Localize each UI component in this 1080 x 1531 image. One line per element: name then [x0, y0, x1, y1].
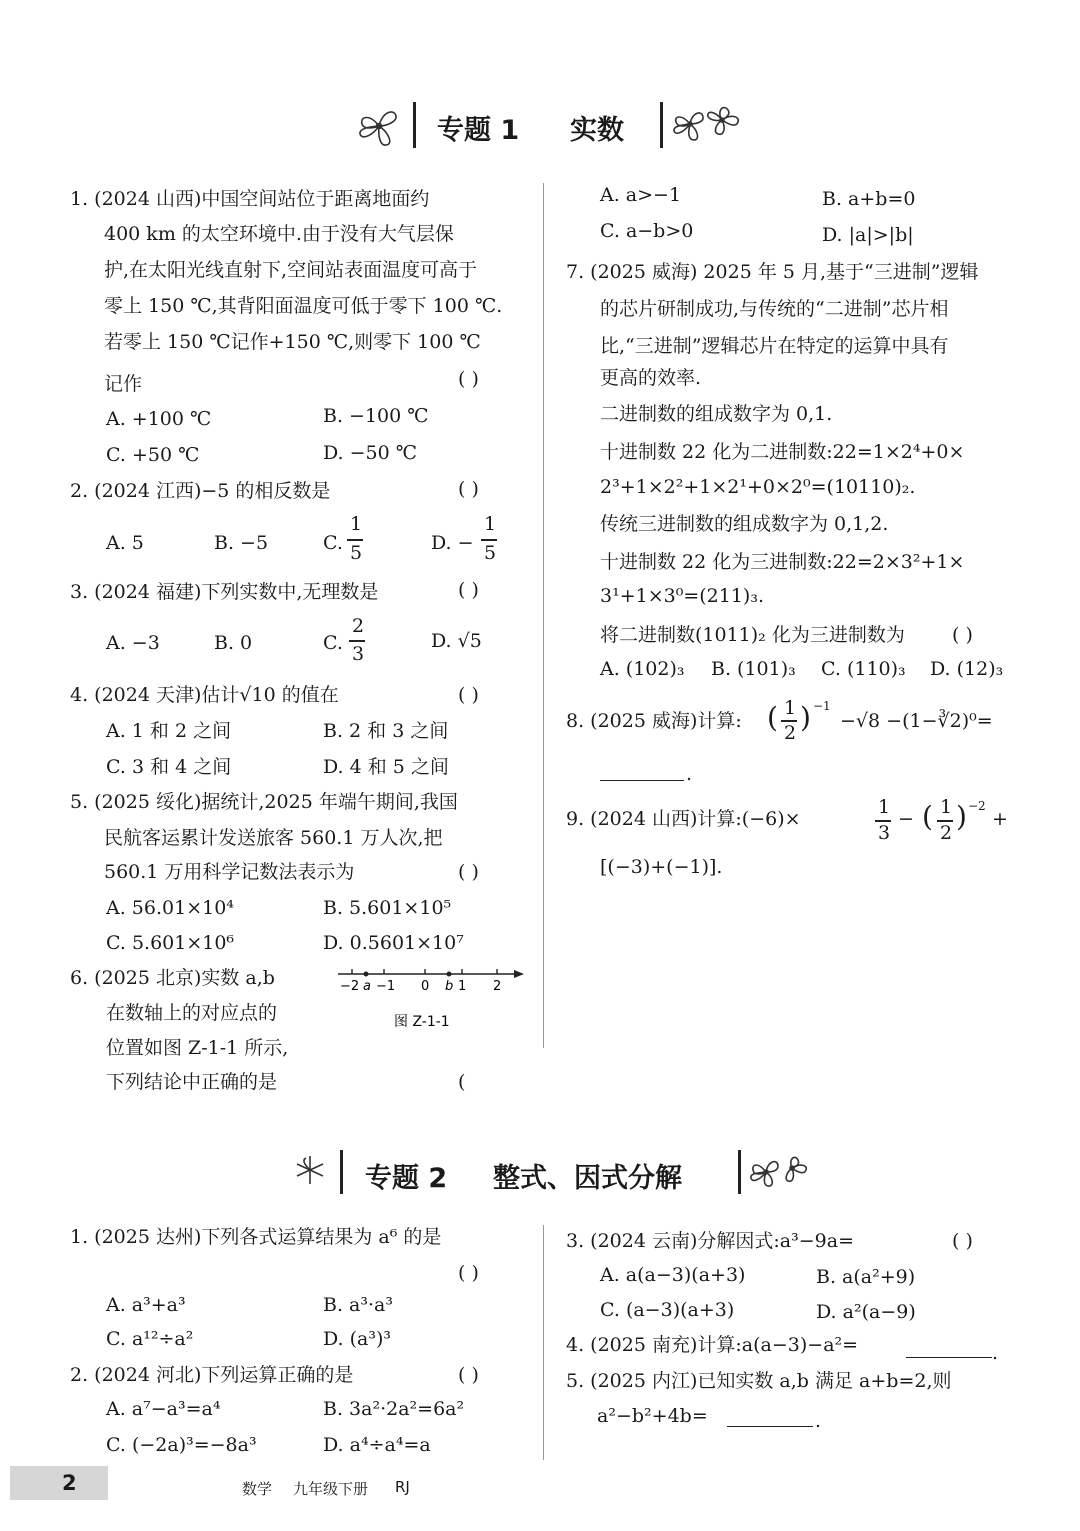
- fraction-numerator: 1: [484, 513, 497, 535]
- answer-bracket[interactable]: ( ): [458, 579, 479, 601]
- title-divider: [660, 102, 663, 148]
- fraction-numerator: 2: [352, 615, 365, 637]
- fraction-bar: [481, 539, 497, 541]
- question-9: 9. (2024 山西)计算:(−6)×: [566, 808, 801, 830]
- option-c[interactable]: C. 5.601×10⁶: [106, 932, 235, 954]
- answer-bracket[interactable]: ( ): [952, 1230, 973, 1252]
- question-7-line-8: 传统三进制数的组成数字为 0,1,2.: [600, 513, 889, 535]
- question-7-line-3: 比,“三进制”逻辑芯片在特定的运算中具有: [600, 335, 949, 357]
- option-c[interactable]: C. 3 和 4 之间: [106, 756, 232, 778]
- option-b[interactable]: B. a³·a³: [323, 1294, 393, 1316]
- plus-sign: +: [992, 808, 1008, 830]
- question-7-line-1: 7. (2025 威海) 2025 年 5 月,基于“三进制”逻辑: [566, 261, 979, 283]
- answer-bracket[interactable]: ( ): [458, 368, 479, 390]
- question-8: 8. (2025 威海)计算:: [566, 710, 742, 732]
- option-d[interactable]: D. (a³)³: [323, 1328, 392, 1350]
- page-number: 2: [62, 1471, 77, 1495]
- tick-label-a: a: [363, 979, 371, 994]
- title-divider: [340, 1150, 343, 1194]
- option-a[interactable]: A. a⁷−a³=a⁴: [106, 1398, 221, 1420]
- answer-blank[interactable]: [600, 780, 684, 781]
- footer-subject: 数学: [242, 1480, 273, 1498]
- answer-bracket[interactable]: (: [458, 1071, 466, 1093]
- question-1-line-3: 护,在太阳光线直射下,空间站表面温度可高于: [104, 259, 478, 281]
- question-6-line-3: 位置如图 Z-1-1 所示,: [106, 1037, 289, 1059]
- arrow-head: [514, 970, 524, 978]
- topic2-title-name: 整式、因式分解: [493, 1163, 682, 1194]
- period: .: [815, 1410, 822, 1432]
- answer-bracket[interactable]: ( ): [458, 1262, 479, 1284]
- answer-blank[interactable]: [906, 1357, 992, 1358]
- option-b[interactable]: B. a+b=0: [822, 188, 916, 210]
- topic1-title-name: 实数: [570, 115, 624, 146]
- question-8-expression: −√8 −(1−∛2)⁰=: [840, 710, 993, 732]
- fraction-numerator: 1: [350, 513, 363, 535]
- option-c[interactable]: C. a¹²÷a²: [106, 1328, 194, 1350]
- option-b[interactable]: B. −100 ℃: [323, 405, 429, 427]
- exponent: −1: [813, 699, 831, 713]
- question-1-line-6: 记作: [104, 373, 143, 395]
- option-b[interactable]: B. 2 和 3 之间: [323, 720, 449, 742]
- paren-open: (: [922, 800, 933, 833]
- question-7-line-11: 将二进制数(1011)₂ 化为三进制数为: [600, 624, 905, 646]
- option-c[interactable]: C. +50 ℃: [106, 444, 200, 466]
- paren-open: (: [767, 701, 778, 734]
- fraction-denominator: 2: [784, 722, 797, 744]
- option-b[interactable]: B. −5: [214, 532, 269, 554]
- tick-label-b: b: [445, 979, 454, 994]
- option-d[interactable]: D. a⁴÷a⁴=a: [323, 1434, 431, 1456]
- tick-label: 1: [458, 979, 467, 994]
- answer-bracket[interactable]: ( ): [458, 861, 479, 883]
- option-b[interactable]: B. (101)₃: [711, 658, 796, 680]
- topic1-title-number: 专题 1: [437, 115, 520, 146]
- question-7-line-7: 2³+1×2²+1×2¹+0×2⁰=(10110)₂.: [600, 476, 916, 498]
- paren-close: ): [800, 701, 811, 734]
- t2-question-4: 4. (2025 南充)计算:a(a−3)−a²=: [566, 1334, 859, 1356]
- fraction-bar: [349, 640, 365, 642]
- page-number-box: [10, 1466, 108, 1500]
- option-c[interactable]: C. (−2a)³=−8a³: [106, 1434, 257, 1456]
- t2-question-5-line-2: a²−b²+4b=: [597, 1405, 708, 1427]
- option-b[interactable]: B. 0: [214, 632, 253, 654]
- option-d[interactable]: D. √5: [431, 630, 482, 652]
- option-a[interactable]: A. 5: [106, 532, 144, 554]
- fraction-numerator: 1: [878, 796, 891, 818]
- question-1-line-2: 400 km 的太空环境中.由于没有大气层保: [104, 223, 454, 245]
- point-b: [447, 972, 452, 977]
- option-d[interactable]: D. 4 和 5 之间: [323, 756, 449, 778]
- question-6-line-4: 下列结论中正确的是: [106, 1071, 278, 1093]
- number-line-figure: [332, 962, 528, 1034]
- option-a[interactable]: A. 1 和 2 之间: [106, 720, 232, 742]
- column-divider: [543, 1225, 544, 1460]
- option-c[interactable]: C.: [323, 532, 343, 554]
- footer-edition: RJ: [395, 1478, 410, 1496]
- fraction-denominator: 2: [940, 822, 953, 844]
- question-1-line-1: 1. (2024 山西)中国空间站位于距离地面约: [70, 188, 430, 210]
- flower-icon: [668, 100, 748, 146]
- question-5-line-2: 民航客运累计发送旅客 560.1 万人次,把: [104, 827, 443, 849]
- fraction-numerator: 1: [784, 697, 797, 719]
- question-6-line-1: 6. (2025 北京)实数 a,b: [70, 967, 275, 989]
- option-c[interactable]: C. (110)₃: [821, 658, 906, 680]
- option-d[interactable]: D. |a|>|b|: [822, 224, 914, 246]
- option-d[interactable]: D. a²(a−9): [816, 1301, 916, 1323]
- column-divider: [543, 183, 544, 1048]
- option-a[interactable]: A. a³+a³: [106, 1294, 186, 1316]
- t2-question-1: 1. (2025 达州)下列各式运算结果为 a⁶ 的是: [70, 1226, 442, 1248]
- question-1-line-4: 零上 150 ℃,其背阳面温度可低于零下 100 ℃.: [104, 295, 503, 317]
- fraction-denominator: 3: [352, 643, 365, 665]
- flower-icon: [746, 1150, 812, 1192]
- fraction-denominator: 5: [484, 542, 497, 564]
- question-7-line-10: 3¹+1×3⁰=(211)₃.: [600, 585, 765, 607]
- fraction-denominator: 5: [350, 542, 363, 564]
- title-divider: [413, 102, 416, 148]
- option-c[interactable]: C.: [323, 632, 343, 654]
- t2-question-3: 3. (2024 云南)分解因式:a³−9a=: [566, 1230, 854, 1252]
- title-divider: [738, 1150, 741, 1194]
- t2-question-5-line-1: 5. (2025 内江)已知实数 a,b 满足 a+b=2,则: [566, 1370, 952, 1392]
- answer-bracket[interactable]: ( ): [952, 624, 973, 646]
- t2-question-2: 2. (2024 河北)下列运算正确的是: [70, 1364, 354, 1386]
- question-2: 2. (2024 江西)−5 的相反数是: [70, 480, 331, 502]
- question-6-line-2: 在数轴上的对应点的: [106, 1002, 278, 1024]
- option-b[interactable]: B. 3a²·2a²=6a²: [323, 1398, 465, 1420]
- question-3: 3. (2024 福建)下列实数中,无理数是: [70, 581, 379, 603]
- question-9-line-2: [(−3)+(−1)].: [600, 856, 723, 878]
- fraction-bar: [347, 539, 363, 541]
- option-d[interactable]: D. −: [431, 532, 474, 554]
- question-1-line-5: 若零上 150 ℃记作+150 ℃,则零下 100 ℃: [104, 331, 481, 353]
- option-a[interactable]: A. +100 ℃: [106, 408, 212, 430]
- fraction-numerator: 1: [940, 796, 953, 818]
- option-c[interactable]: C. (a−3)(a+3): [600, 1299, 735, 1321]
- question-5-line-3: 560.1 万用科学记数法表示为: [104, 861, 355, 883]
- answer-blank[interactable]: [727, 1426, 813, 1427]
- answer-bracket[interactable]: ( ): [458, 684, 479, 706]
- option-a[interactable]: A. a(a−3)(a+3): [600, 1264, 746, 1286]
- option-d[interactable]: D. (12)₃: [930, 658, 1004, 680]
- option-b[interactable]: B. a(a²+9): [816, 1266, 916, 1288]
- question-7-line-9: 十进制数 22 化为三进制数:22=2×3²+1×: [600, 551, 965, 573]
- question-7-line-4: 更高的效率.: [600, 367, 702, 389]
- question-5-line-1: 5. (2025 绥化)据统计,2025 年端午期间,我国: [70, 791, 458, 813]
- flower-icon: [352, 100, 406, 150]
- question-4: 4. (2024 天津)估计√10 的值在: [70, 684, 339, 706]
- option-c[interactable]: C. a−b>0: [600, 220, 694, 242]
- question-7-line-5: 二进制数的组成数字为 0,1.: [600, 403, 833, 425]
- option-d[interactable]: D. 0.5601×10⁷: [323, 932, 464, 954]
- tick-label: −2: [340, 979, 360, 994]
- figure-caption: 图 Z-1-1: [394, 1014, 450, 1030]
- exponent: −2: [968, 799, 986, 813]
- answer-bracket[interactable]: ( ): [458, 1364, 479, 1386]
- option-a[interactable]: A. a>−1: [600, 184, 682, 206]
- point-a: [364, 972, 369, 977]
- tick-label: −1: [376, 979, 396, 994]
- tick-label: 2: [493, 979, 502, 994]
- footer-grade: 九年级下册: [293, 1480, 369, 1498]
- option-d[interactable]: D. −50 ℃: [323, 442, 418, 464]
- question-7-line-6: 十进制数 22 化为二进制数:22=1×2⁴+0×: [600, 441, 965, 463]
- answer-bracket[interactable]: ( ): [458, 478, 479, 500]
- minus-sign: −: [898, 808, 914, 830]
- period: .: [686, 763, 693, 785]
- tick-label: 0: [421, 979, 430, 994]
- option-a[interactable]: A. 56.01×10⁴: [106, 897, 234, 919]
- option-a[interactable]: A. −3: [106, 632, 160, 654]
- period: .: [992, 1342, 999, 1364]
- topic2-title-number: 专题 2: [365, 1163, 448, 1194]
- option-a[interactable]: A. (102)₃: [600, 658, 685, 680]
- sparkle-icon: [292, 1152, 328, 1188]
- paren-close: ): [956, 800, 967, 833]
- question-7-line-2: 的芯片研制成功,与传统的“二进制”芯片相: [600, 298, 949, 320]
- fraction-denominator: 3: [878, 822, 891, 844]
- option-b[interactable]: B. 5.601×10⁵: [323, 897, 452, 919]
